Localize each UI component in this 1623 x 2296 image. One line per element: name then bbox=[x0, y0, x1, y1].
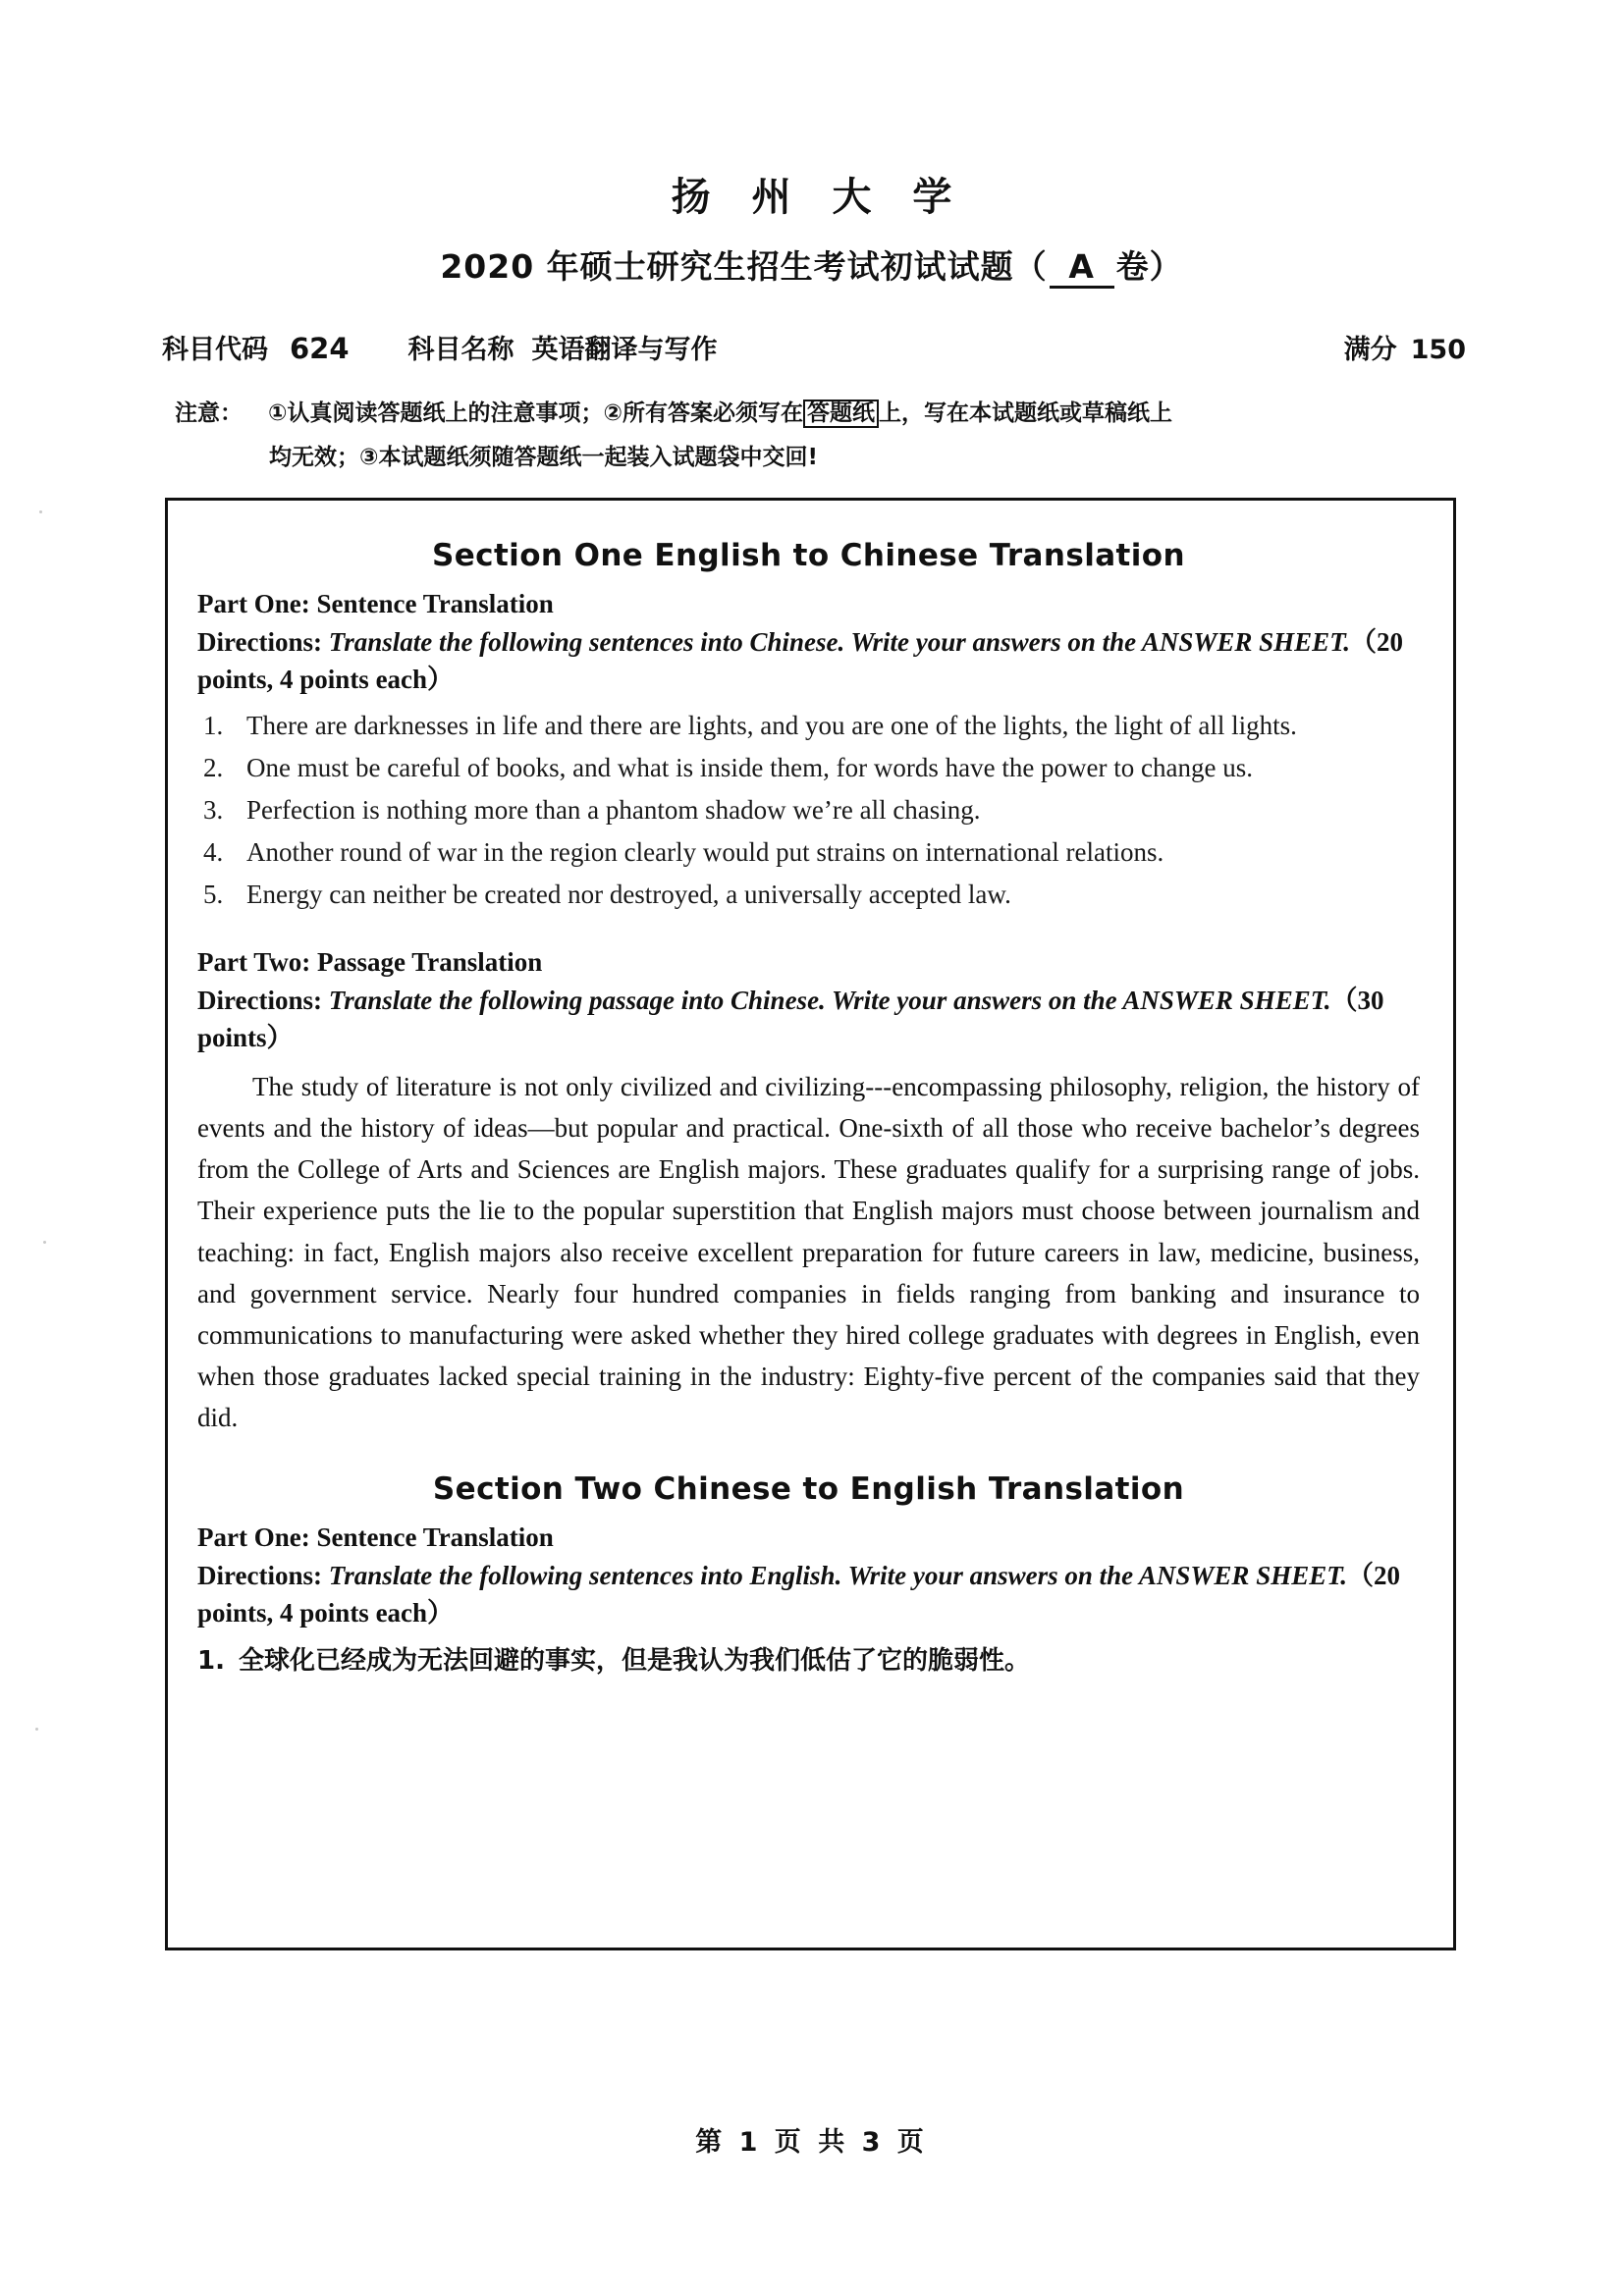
section-one-part-two-heading: Part Two: Passage Translation bbox=[197, 946, 543, 977]
page-footer: 第 1 页 共 3 页 bbox=[695, 2127, 928, 2158]
notice-line-2: 均无效；③本试题纸须随答题纸一起装入试题袋中交回! bbox=[269, 444, 818, 470]
full-marks-value: 150 bbox=[1410, 335, 1466, 365]
list-item-text: Energy can neither be created nor destroyed, a universally accepted law. bbox=[246, 880, 1011, 910]
list-item-text: Perfection is nothing more than a phantom shadow we’re all chasing. bbox=[246, 795, 981, 826]
directions-points: （30 points） bbox=[197, 985, 1384, 1052]
document-header bbox=[0, 175, 1623, 289]
subject-code-label: 科目代码 bbox=[162, 335, 268, 365]
notice-block bbox=[0, 392, 1623, 480]
list-item-text: There are darknesses in life and there are lights, and you are one of the lights, the light of all lights. bbox=[246, 711, 1297, 741]
list-item bbox=[197, 706, 1420, 746]
university-title: 扬 州 大 学 bbox=[671, 175, 966, 220]
section-one-part-one-directions bbox=[197, 623, 1420, 699]
directions-answer-sheet: ANSWER SHEET. bbox=[1138, 1561, 1347, 1591]
list-item-number: 3. bbox=[203, 795, 224, 826]
notice-boxed-answer-sheet: 答题纸 bbox=[803, 400, 879, 428]
list-item-text: 全球化已经成为无法回避的事实，但是我认为我们低估了它的脆弱性。 bbox=[238, 1645, 1030, 1676]
subject-name-label: 科目名称 bbox=[407, 335, 514, 365]
list-item bbox=[197, 748, 1420, 788]
directions-label: Directions: bbox=[197, 1561, 322, 1591]
list-item-number: 1. bbox=[197, 1645, 225, 1676]
full-marks-label: 满分 bbox=[1343, 335, 1397, 365]
directions-answer-sheet: ANSWER SHEET. bbox=[1141, 626, 1350, 657]
section-one-sentence-list bbox=[197, 706, 1420, 915]
list-item-text: Another round of war in the region clearly would put strains on international relations. bbox=[246, 837, 1164, 868]
scan-speckle bbox=[43, 1241, 46, 1244]
translation-passage: The study of literature is not only civilized and civilizing---encompassing philosophy, religion, the history of events and the history of ideas—but popular and practical. One-sixth of all those who receive bachelor’s degrees from the College of Arts and Sciences are English majors. These graduates qualify for a surprising range of jobs. Their experience puts the lie to the popular superstition that English majors must choose between journalism and teaching: in fact, English majors also receive excellent preparation for future careers in law, medicine, business, and government service. Nearly four hundred companies in fields ranging from banking and insurance to communications to manufacturing were asked whether they hired college graduates with degrees in English, even when those graduates lacked special training in the industry: Eighty-five percent of the companies said that they did. bbox=[197, 1072, 1420, 1433]
subject-info-line bbox=[0, 328, 1623, 366]
notice-line-1-part-b: 上，写在本试题纸或草稿纸上 bbox=[878, 400, 1172, 426]
list-item bbox=[197, 875, 1420, 915]
section-two-part-one-heading: Part One: Sentence Translation bbox=[197, 1522, 554, 1553]
list-item-number: 5. bbox=[203, 880, 224, 910]
subject-name-value: 英语翻译与写作 bbox=[531, 335, 718, 365]
notice-label: 注意： bbox=[175, 400, 243, 426]
exam-title bbox=[0, 241, 1623, 289]
list-item-number: 1. bbox=[203, 711, 224, 741]
list-item bbox=[197, 832, 1420, 873]
subject-code-value: 624 bbox=[290, 332, 350, 365]
section-one-heading: Section One English to Chinese Translation bbox=[432, 537, 1185, 573]
list-item-number: 4. bbox=[203, 837, 224, 868]
directions-label: Directions: bbox=[197, 985, 322, 1015]
scan-speckle bbox=[39, 510, 42, 513]
list-item-text: One must be careful of books, and what is inside them, for words have the power to change us. bbox=[246, 753, 1253, 783]
directions-text: Translate the following sentences into English. Write your answers on the bbox=[328, 1561, 1139, 1591]
list-item bbox=[197, 790, 1420, 830]
directions-label: Directions: bbox=[197, 626, 322, 657]
exam-title-suffix: 卷） bbox=[1115, 247, 1183, 286]
exam-paper-code: A bbox=[1050, 247, 1114, 289]
list-item-number: 2. bbox=[203, 753, 224, 783]
exam-title-prefix: 2020 年硕士研究生招生考试初试试题（ bbox=[440, 247, 1048, 286]
directions-points: （20 points, 4 points each） bbox=[197, 1561, 1400, 1629]
directions-answer-sheet: ANSWER SHEET. bbox=[1122, 985, 1331, 1015]
directions-points: （20 points, 4 points each） bbox=[197, 626, 1403, 695]
section-one-part-one-heading: Part One: Sentence Translation bbox=[197, 588, 554, 618]
section-two-part-one-directions bbox=[197, 1557, 1420, 1632]
directions-text: Translate the following passage into Chinese. Write your answers on the bbox=[328, 985, 1123, 1015]
exam-content-box bbox=[165, 498, 1456, 1950]
directions-text: Translate the following sentences into Chinese. Write your answers on the bbox=[328, 626, 1142, 657]
notice-line-1-part-a: ①认真阅读答题纸上的注意事项；②所有答案必须写在 bbox=[268, 400, 803, 426]
section-one-part-two-directions bbox=[197, 982, 1420, 1057]
scan-speckle bbox=[35, 1728, 38, 1731]
notice-line-1 bbox=[175, 392, 1478, 436]
section-two-heading: Section Two Chinese to English Translation bbox=[432, 1471, 1185, 1508]
section-two-sentence-1 bbox=[197, 1640, 1420, 1677]
spacer bbox=[197, 918, 1420, 943]
